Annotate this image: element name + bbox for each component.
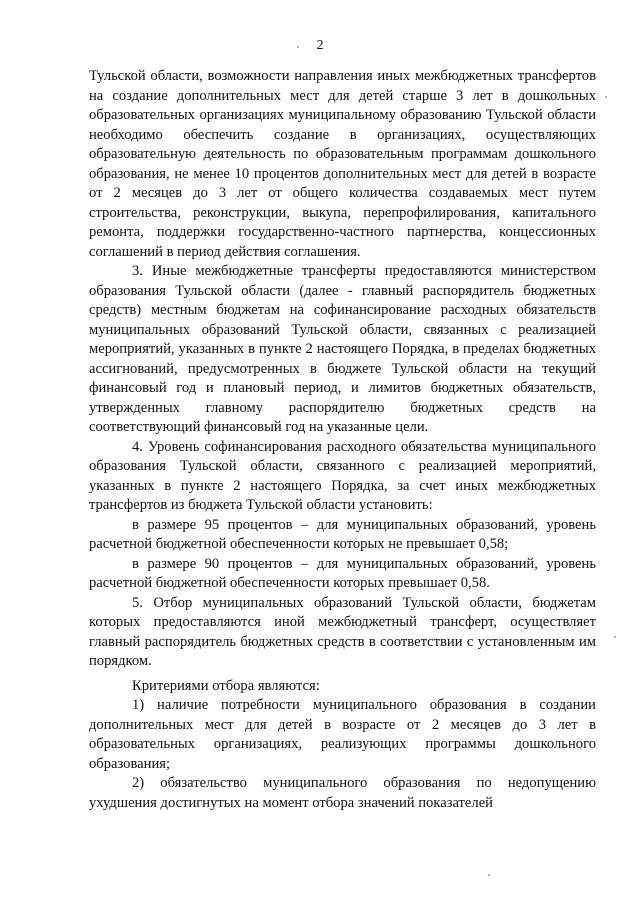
page-number: 2: [316, 38, 324, 53]
paragraph-item-4: 4. Уровень софинансирования расходного обязательства муниципального образования Тульской области, связанного с реализацией мероприятий, указанных в пункте 2 настоящего Порядка, за счет иных межбюджетных трансфертов из бюджета Тульской области установить:: [89, 438, 596, 513]
paragraph-item-5: 5. Отбор муниципальных образований Тульской области, бюджетам которых предоставляются иной межбюджетный трансферт, осуществляет главный распорядитель бюджетных средств в соответствии с установленным им порядком.: [89, 594, 596, 669]
scan-speck: [614, 636, 616, 638]
paragraph-criterion-1: 1) наличие потребности муниципального образования в создании дополнительных мест для детей в возрасте от 2 месяцев до 3 лет в образовательных организациях, реализующих программы дошкольного образования;: [89, 697, 596, 772]
paragraph-intro: Тульской области, возможности направления иных межбюджетных трансфертов на создание дополнительных мест для детей старше 3 лет в дошкольных образовательных организациях муниципальному образованию Тульской области необходимо обеспечить создание в организациях, осуществляющих образовательную деятельность по образовательным программам дошкольного образования, не менее 10 процентов дополнительных мест для детей в возрасте от 2 месяцев до 3 лет от общего количества создаваемых мест путем строительства, реконструкции, выкупа, перепрофилирования, капитального ремонта, поддержки государственно-частного партнерства, концессионных соглашений в период действия соглашения.: [89, 68, 596, 260]
paragraph-criteria-heading: Критериями отбора являются:: [132, 677, 320, 694]
paragraph-item-3: 3. Иные межбюджетные трансферты предоставляются министерством образования Тульской области (далее - главный распорядитель бюджетных средств) местным бюджетам на софинансирование расходных обязательств муниципальных образований Тульской области, связанных с реализацией мероприятий, указанных в пункте 2 настоящего Порядка, в пределах бюджетных ассигнований, предусмотренных в бюджете Тульской области на текущий финансовый год и плановый период, и лимитов бюджетных обязательств, утвержденных главному распорядителю бюджетных средств на соответствующий финансовый год на указанные цели.: [89, 263, 596, 435]
paragraph-rate-90: в размере 90 процентов – для муниципальных образований, уровень расчетной бюджетной обеспеченности которых превышает 0,58.: [89, 555, 596, 591]
scan-speck: [297, 46, 299, 48]
paragraph-rate-95: в размере 95 процентов – для муниципальных образований, уровень расчетной бюджетной обеспеченности которых не превышает 0,58;: [89, 516, 596, 552]
paragraph-criterion-2: 2) обязательство муниципального образования по недопущению ухудшения достигнутых на момент отбора значений показателей: [89, 775, 596, 811]
scan-speck: [605, 96, 607, 98]
document-body: [89, 67, 596, 813]
scan-speck: [488, 874, 490, 876]
